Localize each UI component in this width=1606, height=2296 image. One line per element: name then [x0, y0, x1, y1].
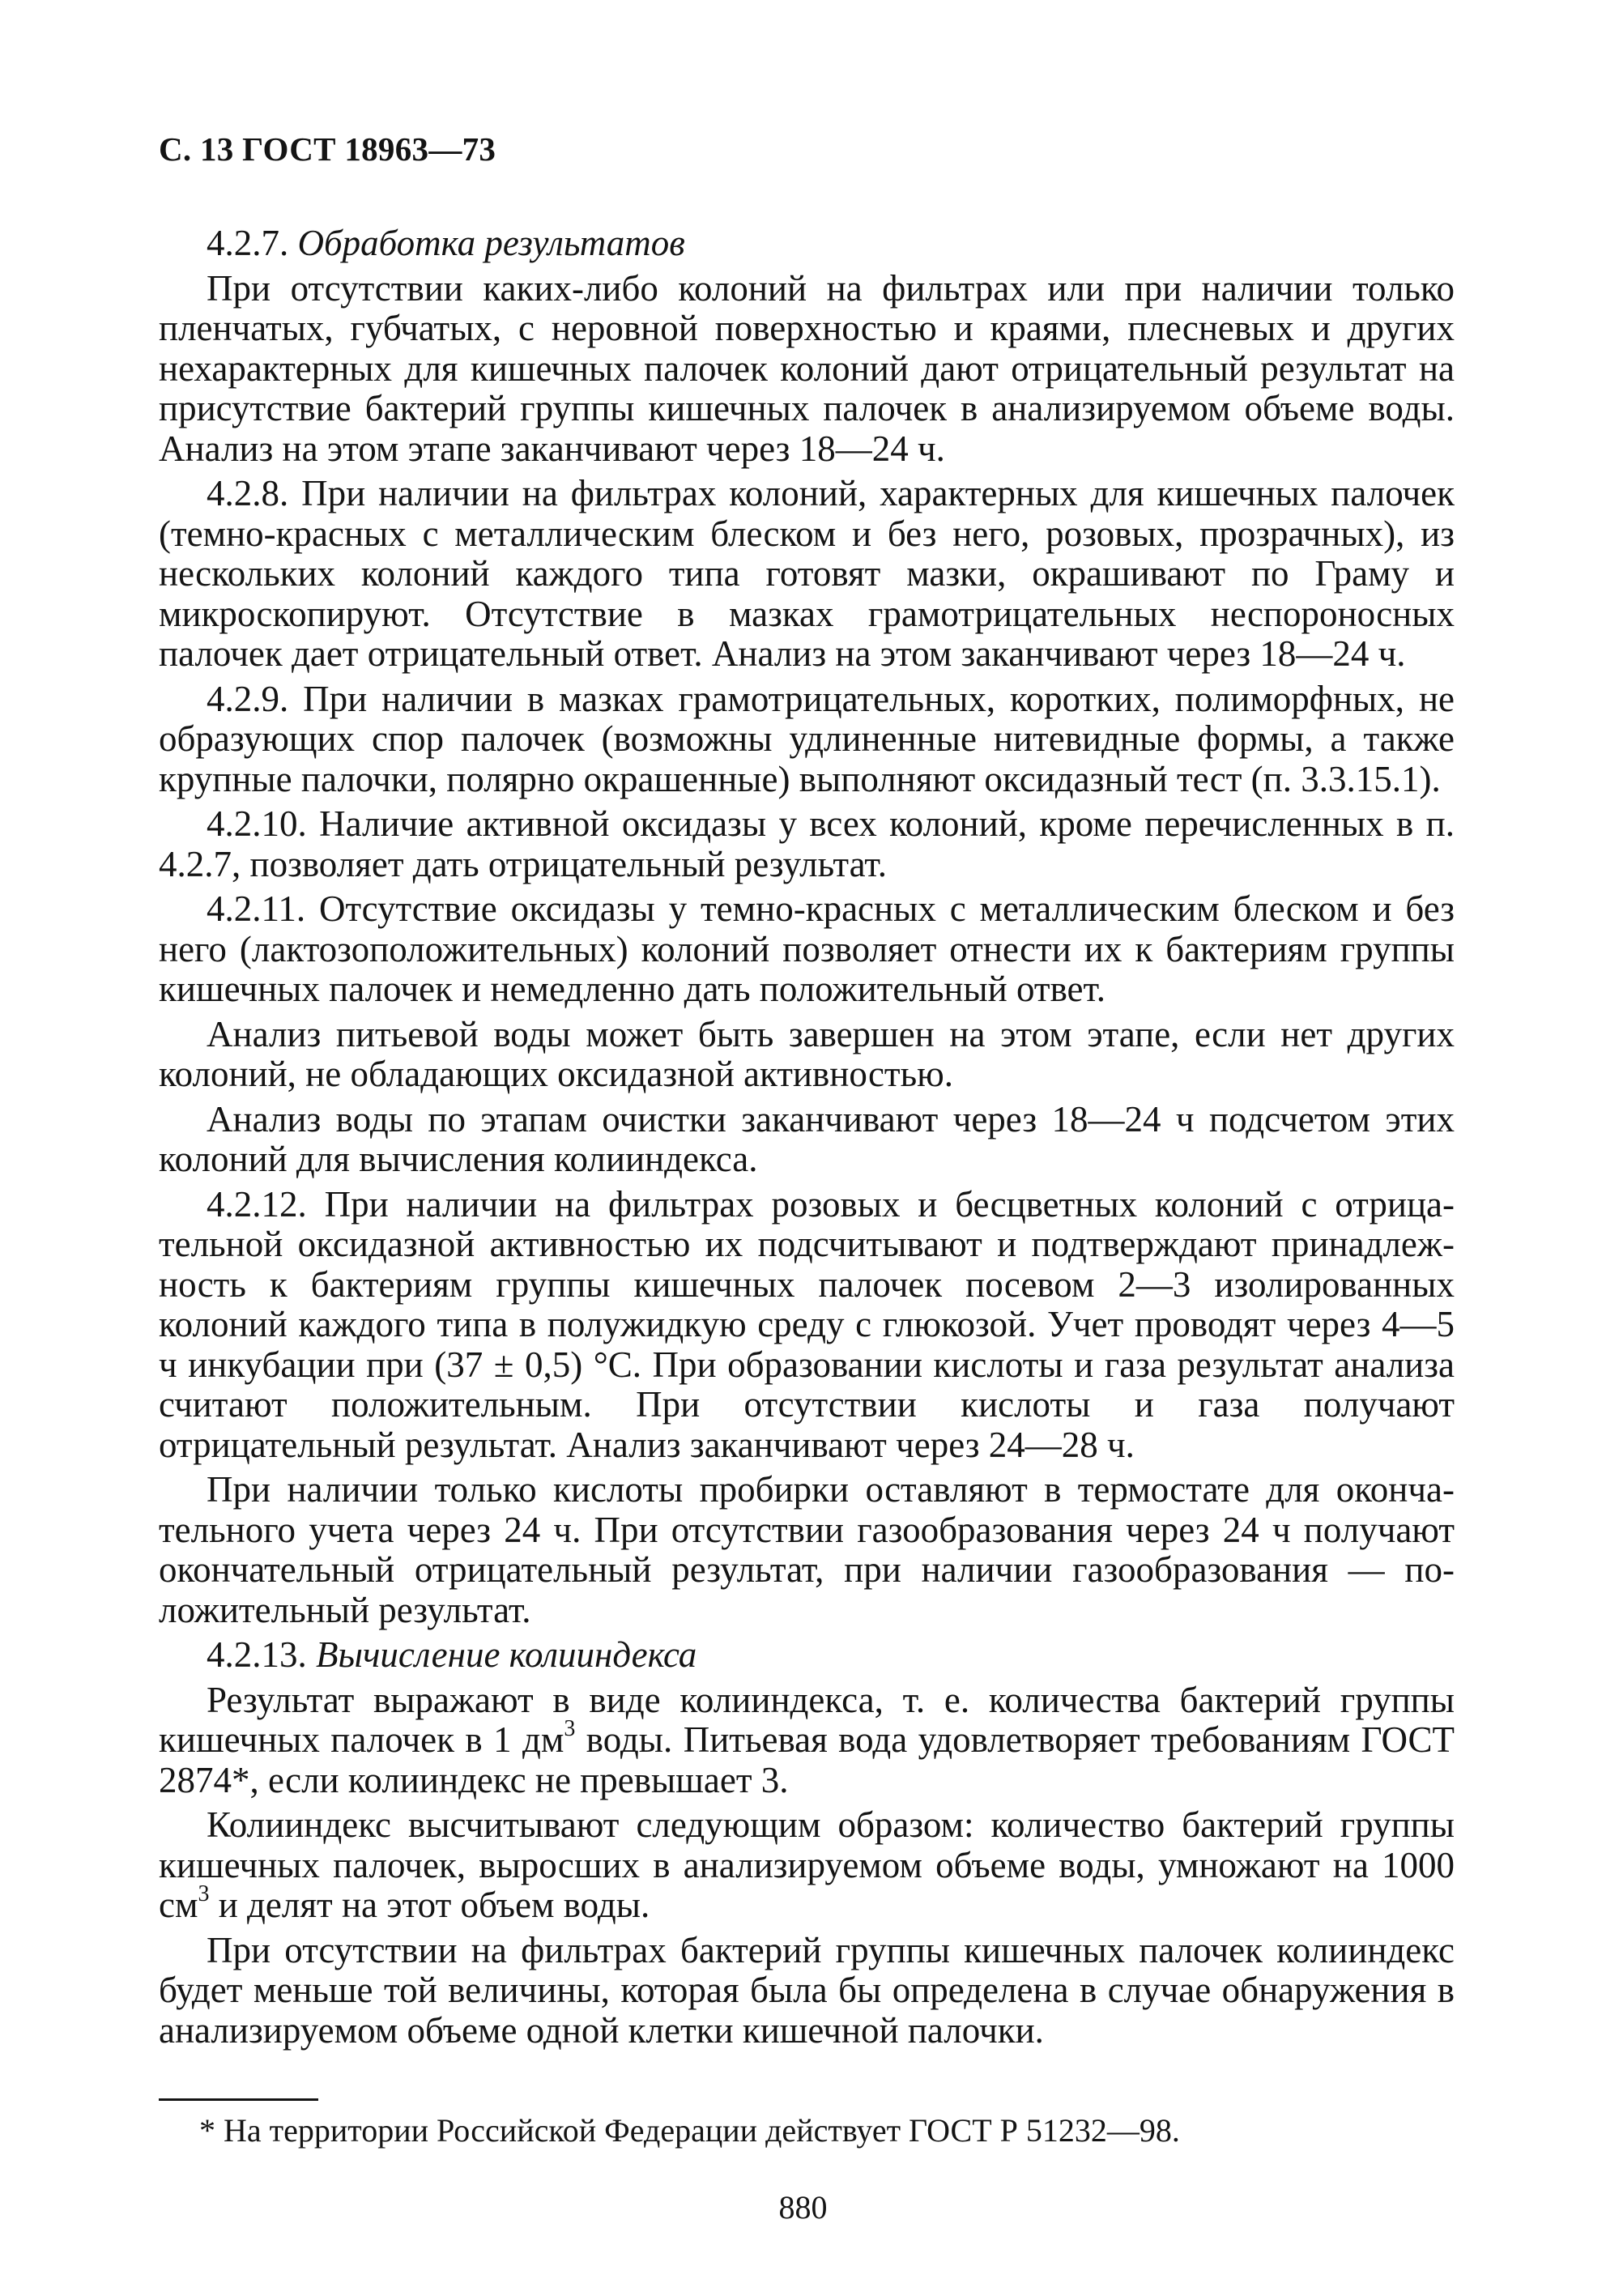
- paragraph-text: При наличии в мазках грамотрицательных, коротких, полиморфных, не образующих спор палочек (возможны удлиненные нитевидные формы, а также крупные палочки, полярно окрашенные) выполняют оксидазный тест (п. 3.3.15.1).: [159, 678, 1455, 799]
- section-number: 4.2.13.: [207, 1634, 307, 1675]
- paragraph: При отсутствии на фильтрах бактерий группы кишечных палочек колииндекс будет меньше той величины, которая была бы определена в случае обнаружения в анализируемом объеме одной клетки кишечной палочки.: [159, 1929, 1455, 2051]
- footnote: * На территории Российской Федерации действует ГОСТ Р 51232—98.: [199, 2112, 1180, 2149]
- section-heading-4-2-7: [159, 224, 1455, 264]
- section-number: 4.2.9.: [207, 678, 289, 719]
- paragraph: Анализ питьевой воды может быть завершен на этом этапе, если нет других колоний, не обладающих оксидазной активностью.: [159, 1013, 1455, 1094]
- section-number: 4.2.12.: [207, 1183, 307, 1225]
- paragraph-text: Результат выражают в виде колииндекса, т. е. количества бактерий группы кишечных палочек в 1 дм: [159, 1679, 1455, 1760]
- superscript: 3: [198, 1881, 210, 1906]
- section-number: 4.2.7.: [207, 223, 289, 263]
- paragraph-text: При наличии на фильтрах колоний, характерных для кишечных палочек (темно-красных с металлическим блеском и без него, розовых, прозрачных), из нескольких колоний каждого типа готовят мазки, окрашивают по Граму и микроскопируют. Отсутствие в мазках грамотрицательных неспороносных палочек дает отрицательный ответ. Анализ на этом заканчивают через 18—24 ч.: [159, 473, 1455, 674]
- superscript: 3: [564, 1716, 576, 1741]
- paragraph-text: воды. Питьевая вода удовлетворяет требованиям ГОСТ 2874*, если колииндекс не превышает 3.: [159, 1719, 1455, 1800]
- paragraph-text: и делят на этот объем воды.: [209, 1885, 650, 1925]
- paragraph-4-2-9: [159, 679, 1455, 800]
- page-number: 880: [778, 2189, 828, 2226]
- section-title: Вычисление колииндекса: [316, 1634, 697, 1675]
- paragraph-text: Наличие активной оксидазы у всех колоний, кроме перечисленных в п. 4.2.7, позволяет дать отрицательный результат.: [159, 803, 1455, 884]
- section-heading-4-2-13: [159, 1635, 1455, 1676]
- section-number: 4.2.11.: [207, 888, 306, 929]
- footnote-divider: [159, 2098, 318, 2101]
- paragraph-text: Колииндекс высчитывают следующим образом: количество бактерий группы кишечных палочек, выросших в анализируемом объеме воды, умножают на 1000 см: [159, 1804, 1455, 1925]
- paragraph: Анализ воды по этапам очистки заканчивают через 18—24 ч подсчетом этих колоний для вычисления колииндекса.: [159, 1098, 1455, 1179]
- paragraph-4-2-11: [159, 889, 1455, 1010]
- paragraph-calculation: [159, 1805, 1455, 1926]
- paragraph-text: При наличии на фильтрах розовых и бесцветных колоний с отрицательной оксидазной активностью их подсчитывают и подтверждают принадлежность к бактериям группы кишечных палочек посевом 2—3 изолированных колоний каждого типа в полужидкую среду с глюкозой. Учет проводят через 4—5 ч инкубации при (37 ± 0,5) °С. При образовании кислоты и газа результат анализа считают положительным. При отсутствии кислоты и газа получают отрицательный результат. Анализ заканчивают через 24—28 ч.: [159, 1183, 1455, 1465]
- body-text: [159, 224, 1455, 2055]
- paragraph-4-2-12: [159, 1185, 1455, 1466]
- paragraph-text: Отсутствие оксидазы у темно-красных с металлическим блеском и без него (лактозоположительных) колоний позволяет отнести их к бактериям группы кишечных палочек и немедленно дать положительный ответ.: [159, 888, 1455, 1009]
- paragraph-4-2-10: [159, 804, 1455, 884]
- section-number: 4.2.10.: [207, 803, 307, 844]
- paragraph-4-2-8: [159, 474, 1455, 675]
- paragraph: При отсутствии каких-либо колоний на фильтрах или при наличии только пленчатых, губчатых, с неровной поверхностью и краями, плесневых и других нехарактерных для кишечных палочек колоний дают отрицательный результат на присутствие бактерий группы кишечных палочек в анализируемом объеме воды. Анализ на этом этапе заканчивают через 18—24 ч.: [159, 267, 1455, 469]
- section-title: Обработка результатов: [297, 223, 685, 263]
- paragraph: При наличии только кислоты пробирки оставляют в термостате для окончательного учета через 24 ч. При отсутствии газообразования через 24 ч получают окончательный отрицательный результат, при наличии газообразования — положительный результат.: [159, 1469, 1455, 1630]
- section-number: 4.2.8.: [207, 473, 289, 513]
- paragraph-result: [159, 1680, 1455, 1801]
- page-header: С. 13 ГОСТ 18963—73: [159, 130, 496, 168]
